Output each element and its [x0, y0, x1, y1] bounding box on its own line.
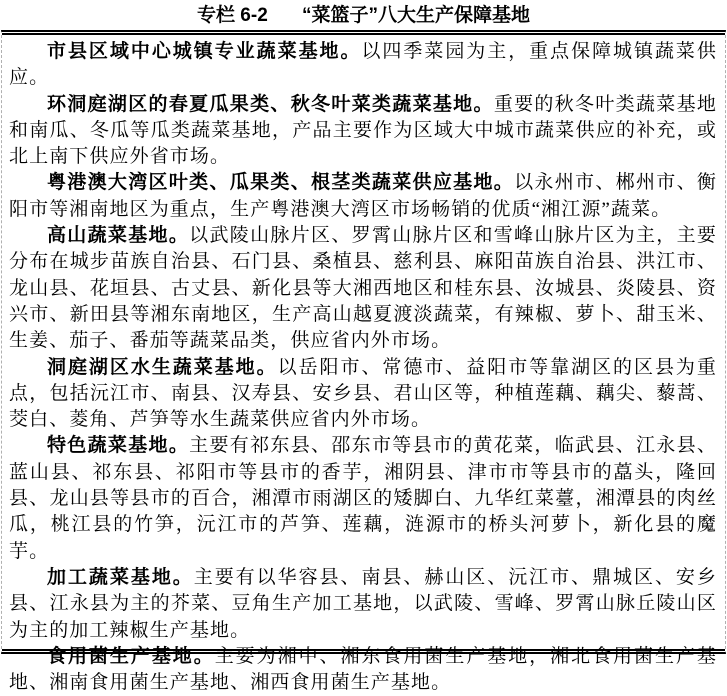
paragraph-heading: 市县区域中心城镇专业蔬菜基地。 — [47, 41, 362, 62]
paragraph-heading: 粤港澳大湾区叶类、瓜果类、根茎类蔬菜供应基地。 — [47, 172, 515, 194]
paragraph-heading: 加工蔬菜基地。 — [47, 566, 194, 588]
paragraph-body: 主要为湘中、湘东食用菌生产基地，湘北食用菌生产基地、湘南食用菌生产基地、湘西食用菌生产基地。 — [9, 645, 717, 694]
panel-title-label: 专栏 6-2 — [197, 5, 268, 26]
paragraph-heading: 特色蔬菜基地。 — [47, 435, 190, 457]
paragraph-body: 以永州市、郴州市、衡阳市等湘南地区为重点，生产粤港澳大湾区市场畅销的优质“湘江源”蔬菜。 — [9, 172, 717, 220]
paragraph-body: 以武陵山脉片区、罗霄山脉片区和雪峰山脉片区为主，主要分布在城步苗族自治县、石门县、桑植县、慈利县、麻阳苗族自治县、洪江市、龙山县、花垣县、古丈县、新化县等大湘西地区和桂东县、汝城县、炎陵县、资兴市、新田县等湘东南地区，生产高山越夏渡淡蔬菜，有辣椒、萝卜、甜玉米、生姜、茄子、番茄等蔬菜品类，供应省内外市场。 — [9, 225, 717, 352]
paragraph-heading: 环洞庭湖区的春夏瓜果类、秋冬叶菜类蔬菜基地。 — [47, 93, 494, 115]
content-panel — [1, 30, 726, 694]
paragraph-body: 重要的秋冬叶类蔬菜基地和南瓜、冬瓜等瓜类蔬菜基地，产品主要作为区域大中城市蔬菜供应的补充，或北上南下供应外省市场。 — [9, 93, 718, 168]
paragraph-body: 主要有祁东县、邵东市等县市的黄花菜，临武县、江永县、蓝山县、祁东县、祁阳市等县市的香芋，湘阴县、津市市等县市的藠头，隆回县、龙山县等县市的百合，湘潭市雨湖区的矮脚白、九华红菜薹，湘潭县的肉丝瓜，桃江县的竹笋，沅江市的芦笋、莲藕，涟源市的桥头河萝卜，新化县的魔芋。 — [9, 435, 717, 562]
base-paragraph-4 — [9, 223, 717, 354]
base-paragraph-5 — [9, 355, 717, 434]
panel-title — [0, 0, 727, 30]
base-paragraph-2 — [9, 92, 717, 171]
paragraph-heading: 高山蔬菜基地。 — [47, 225, 190, 247]
paragraph-heading: 洞庭湖区水生蔬菜基地。 — [47, 356, 278, 378]
base-paragraph-8 — [9, 644, 717, 696]
paragraph-heading: 食用菌生产基地。 — [47, 645, 215, 667]
panel-title-text: “菜篮子”八大生产保障基地 — [301, 5, 530, 26]
base-paragraph-1 — [9, 39, 717, 92]
base-paragraph-7 — [9, 565, 717, 644]
base-paragraph-6 — [9, 433, 717, 564]
paragraph-body: 以四季菜园为主，重点保障城镇蔬菜供应。 — [9, 41, 717, 89]
base-paragraph-3 — [9, 170, 717, 223]
paragraph-body: 主要有以华容县、南县、赫山区、沅江市、鼎城区、安乡县、江永县为主的芥菜、豆角生产加工基地，以武陵、雪峰、罗霄山脉丘陵山区为主的加工辣椒生产基地。 — [9, 566, 717, 641]
paragraph-body: 以岳阳市、常德市、益阳市等靠湖区的区县为重点，包括沅江市、南县、汉寿县、安乡县、君山区等，种植莲藕、藕尖、藜蒿、茭白、菱角、芦笋等水生蔬菜供应省内外市场。 — [9, 356, 717, 431]
